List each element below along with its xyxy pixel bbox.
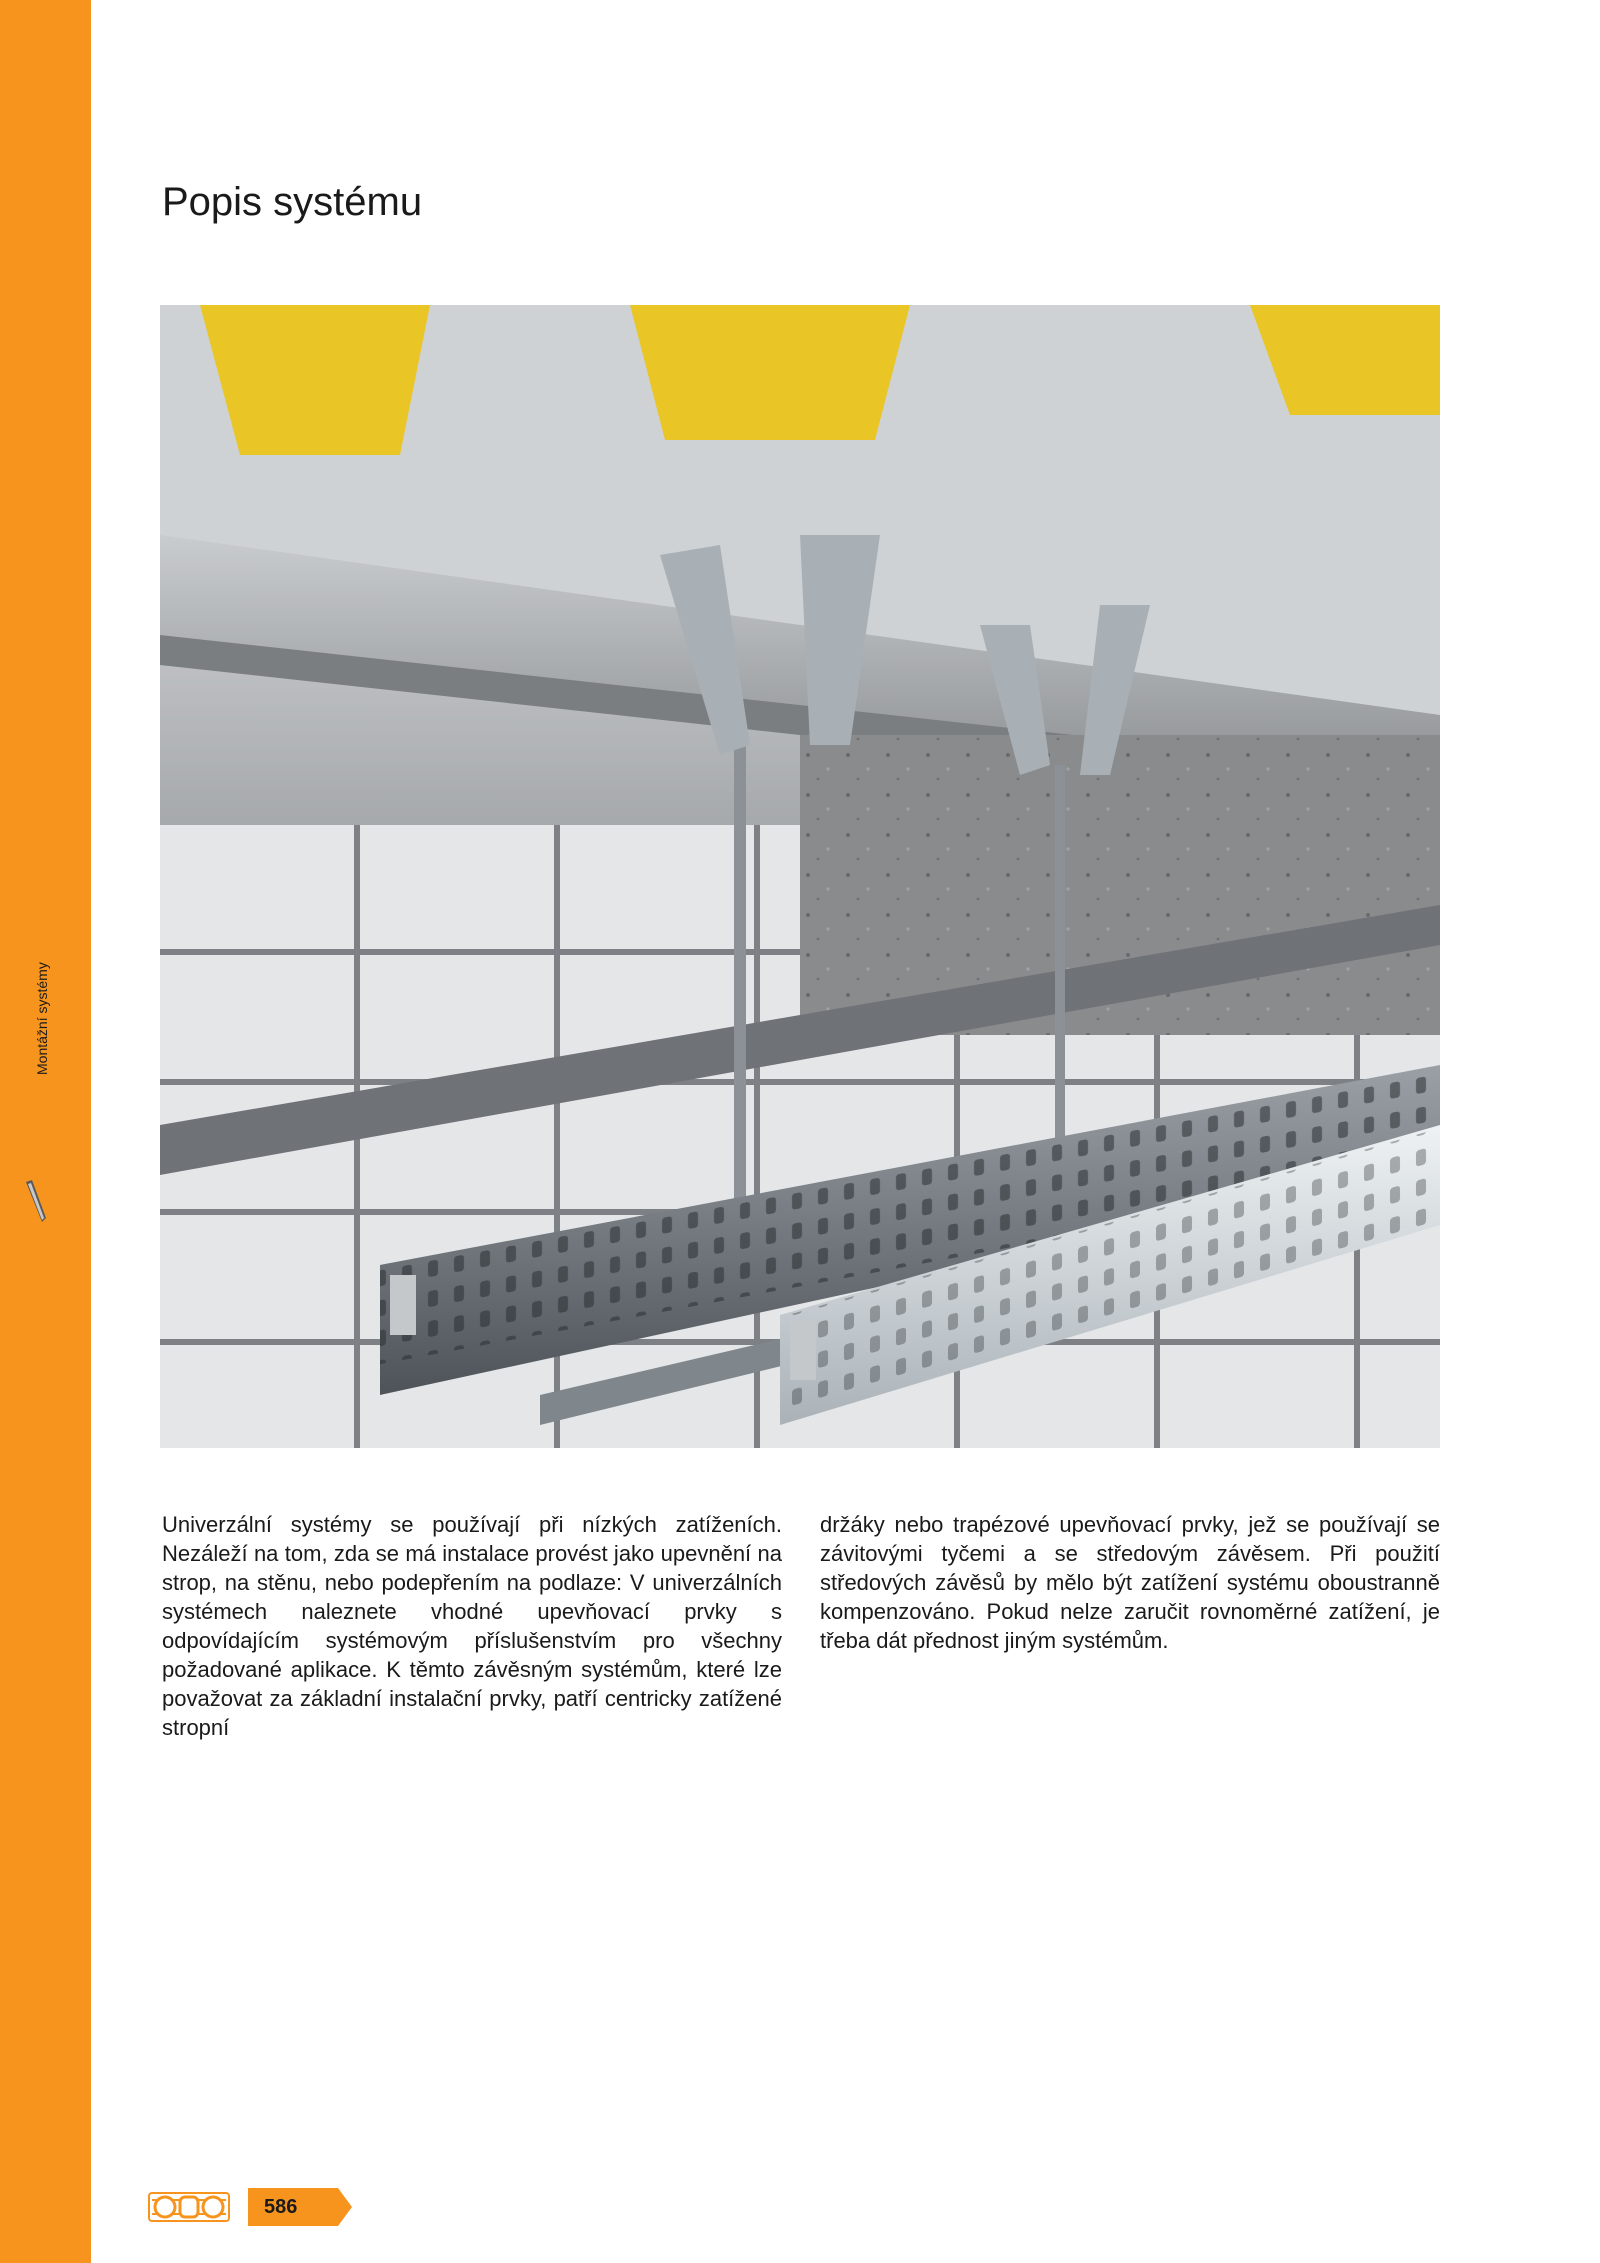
obo-logo (148, 2192, 230, 2222)
wrench-icon (22, 1178, 50, 1226)
page-number: 586 (264, 2196, 298, 2218)
body-text-right: držáky nebo trapézové upevňovací prvky, jež se používají se závitovými tyčemi a se středovým závěsem. Při použití středových závěsů by mělo být zatížení systému oboustranně kompenzováno. Pokud nelze zaručit rovnoměrné zatížení, je třeba dát přednost jiným systémům. (820, 1512, 1440, 1653)
cable-tray-illustration (160, 305, 1440, 1448)
body-text-left: Univerzální systémy se používají při nízkých zatíženích. Nezáleží na tom, zda se má instalace provést jako upevnění na strop, na stěnu, nebo podepřením na podlaze: V univerzálních systémech naleznete vhodné upevňovací prvky s odpovídajícím systémovým příslušenstvím pro všechny požadované aplikace. K těmto závěsným systémům, které lze považovat za základní instalační prvky, patří centricky zatížené stropní (162, 1512, 782, 1740)
sidebar-band (0, 0, 91, 2263)
page-title: Popis systému (162, 180, 423, 224)
sidebar-section-label: Montážní systémy (34, 962, 50, 1075)
